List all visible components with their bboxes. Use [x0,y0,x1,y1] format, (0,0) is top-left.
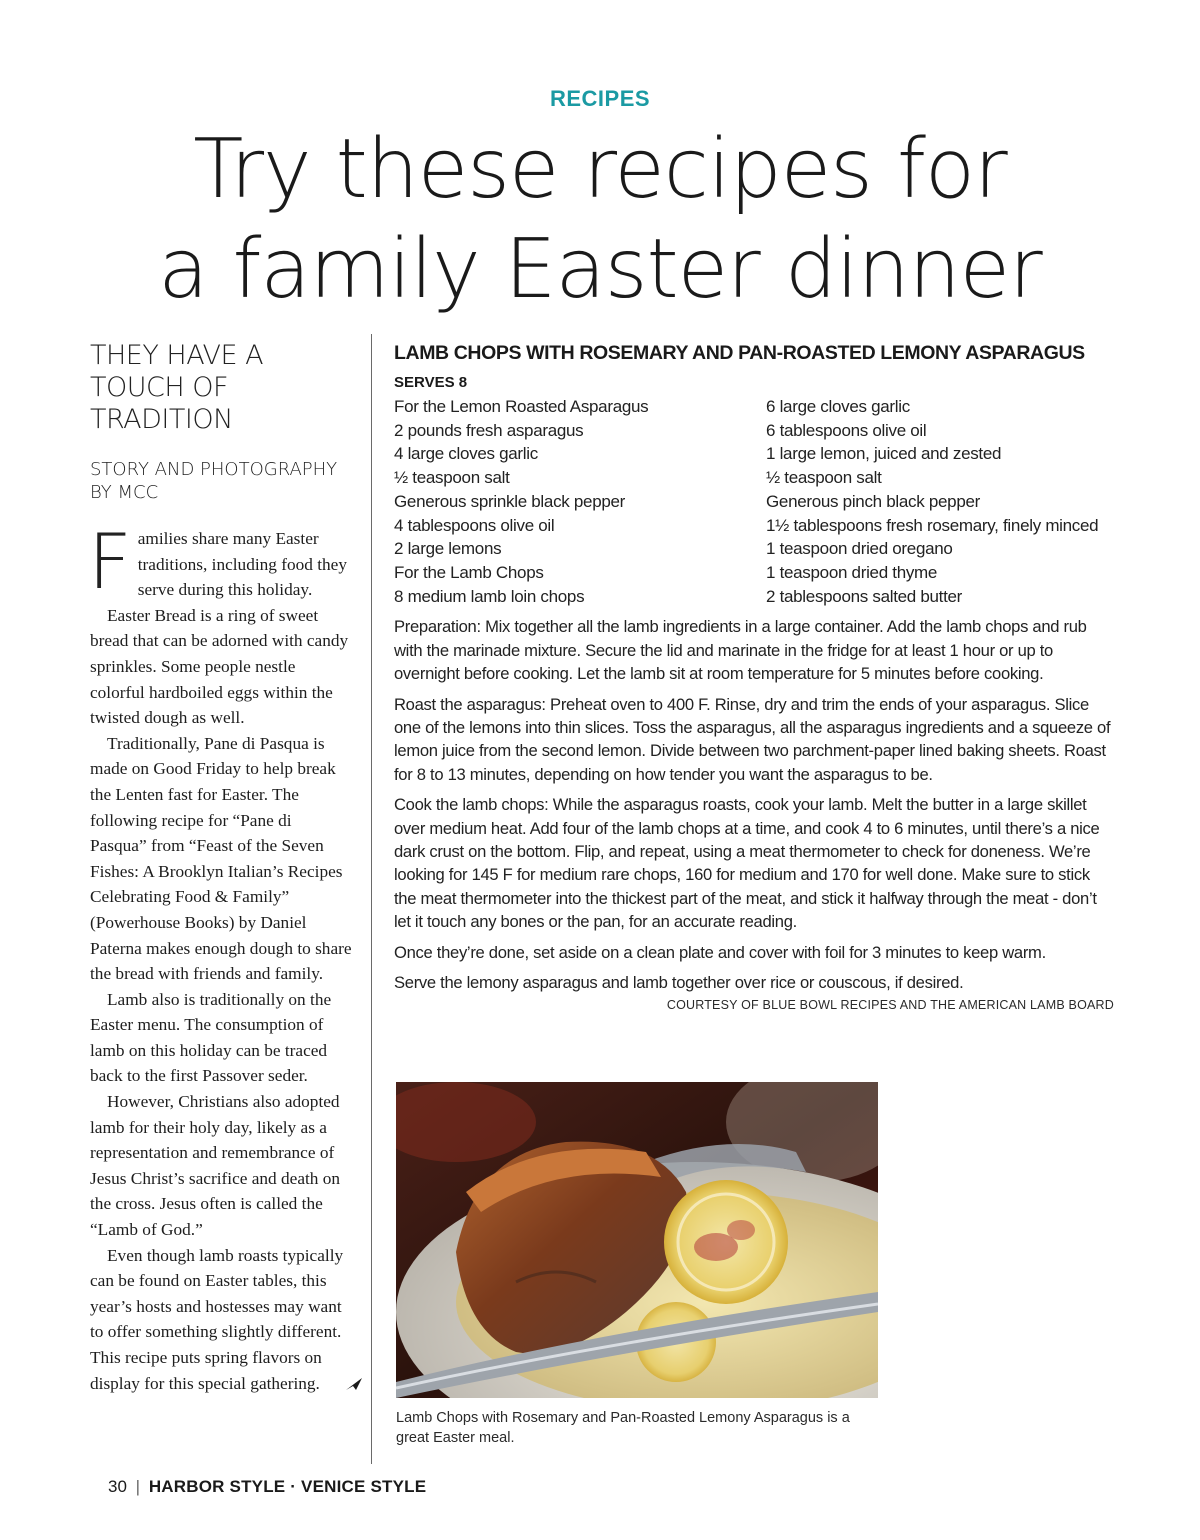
recipe-serves: SERVES 8 [394,374,468,391]
ingredient-item: ½ teaspoon salt [394,468,510,488]
recipe-credit: COURTESY OF BLUE BOWL RECIPES AND THE AMERICAN LAMB BOARD [666,998,1114,1013]
story-paragraph-1-text: amilies share many Easter traditions, including food they serve during this holiday. [137,529,347,600]
story-paragraph-3: Traditionally, Pane di Pasqua is made on Good Friday to help break the Lenten fast for Easter. The following recipe for “Pane di Pasqua” from “Feast of the Seven Fishes: A Brooklyn Italian’s Recipes Celebrating Food & Family” (Powerhouse Books) by Daniel Paterna makes enough dough to share the bread with friends and family. [90,733,352,984]
story-paragraph-6-text: Even though lamb roasts typically can be found on Easter tables, this year’s hosts and hostesses may want to offer something slightly different. This recipe puts spring flavors on display for this special gathering. [90,1245,344,1393]
ingredient-item: For the Lamb Chops [394,562,544,582]
ingredients-right-column [766,395,1098,608]
headline-line-1: Try these recipes for [193,122,1007,217]
recipe-section [394,340,1114,1012]
recipe-step-rest: Once they’re done, set aside on a clean plate and cover with foil for 3 minutes to keep warm. [394,942,1046,962]
story-body [88,517,352,1396]
ingredient-item: Generous sprinkle black pepper [394,491,626,511]
section-label: RECIPES [549,86,651,111]
recipe-step-cook-lamb: Cook the lamb chops: While the asparagus roasts, cook your lamb. Melt the butter in a large skillet over medium heat. Add four of the lamb chops at a time, and cook 4 to 6 minutes, until there’s a nice dark crust on the bottom. Flip, and repeat, using a meat thermometer to check for doneness. We’re looking for 145 F for medium rare chops, 160 for medium and 170 for well done. Make sure to stick the meat thermometer into the thickest part of the meat, and stick it halfway through the meat - don’t let it touch any bones or the pan, for an accurate reading. [394,795,1100,932]
recipe-title: LAMB CHOPS WITH ROSEMARY AND PAN-ROASTED LEMONY ASPARAGUS [394,342,1085,364]
food-photo [396,1082,878,1398]
ingredient-item: 6 large cloves garlic [766,397,910,416]
headline-line-2: a family Easter dinner [158,222,1042,317]
story-paragraph-5: However, Christians also adopted lamb for their holy day, likely as a representation and remembrance of Jesus Christ’s sacrifice and death on the cross. Jesus often is called the “Lamb of God.” [90,1092,341,1240]
ingredient-item: ½ teaspoon salt [766,468,882,488]
subhead: THEY HAVE A TOUCH OF TRADITION [90,340,264,435]
recipe-step-serve: Serve the lemony asparagus and lamb together over rice or couscous, if desired. [394,973,964,993]
story-paragraph-1 [88,517,352,606]
ingredient-item: 4 tablespoons olive oil [394,515,555,535]
drop-cap: F [88,517,132,606]
ingredient-item: 1 large lemon, juiced and zested [766,444,1002,464]
story-sidebar [90,340,352,1396]
byline: STORY AND PHOTOGRAPHY BY MCC [90,459,338,503]
story-paragraph-4: Lamb also is traditionally on the Easter menu. The consumption of lamb on this holiday can be traced back to the first Passover seder. [90,989,332,1086]
end-of-story-bird-icon [328,1373,346,1387]
story-paragraph-6 [90,1243,352,1397]
ingredient-item: 8 medium lamb loin chops [394,586,585,606]
ingredient-item: Generous pinch black pepper [766,491,980,511]
recipe-step-roast-asparagus: Roast the asparagus: Preheat oven to 400 F. Rinse, dry and trim the ends of your asparagus. Slice one of the lemons into thin slices. Toss the asparagus, all the asparagus ingredients and a squeeze of lemon juice from the second lemon. Divide between two parchment-paper lined baking sheets. Roast for 8 to 13 minutes, depending on how tender you want the asparagus to be. [394,694,1111,784]
ingredients [394,395,1114,608]
column-divider [371,334,372,1464]
ingredients-left-column [394,395,766,608]
page-number: 30 [108,1477,127,1496]
ingredient-item: 2 pounds fresh asparagus [394,420,584,440]
ingredient-item: 4 large cloves garlic [394,444,538,464]
ingredient-item: 2 tablespoons salted butter [766,586,963,606]
headline [0,120,1200,320]
story-paragraph-2: Easter Bread is a ring of sweet bread that can be adorned with candy sprinkles. Some people nestle colorful hardboiled eggs within the twisted dough as well. [90,605,349,728]
publication-name: HARBOR STYLE · VENICE STYLE [148,1477,427,1496]
ingredient-item: 1 teaspoon dried oregano [766,539,953,559]
page-footer [108,1477,426,1497]
ingredient-item: 1½ tablespoons fresh rosemary, finely minced [766,515,1099,535]
ingredient-item: 2 large lemons [394,539,502,559]
ingredient-item: 1 teaspoon dried thyme [766,562,938,582]
footer-separator: | [135,1477,141,1496]
ingredient-item: For the Lemon Roasted Asparagus [394,397,649,416]
recipe-step-preparation: Preparation: Mix together all the lamb ingredients in a large container. Add the lamb chops and rub with the marinade mixture. Secure the lid and marinate in the fridge for at least 1 hour or up to overnight before cooking. Let the lamb sit at room temperature for 5 minutes before cooking. [394,617,1087,684]
photo-caption: Lamb Chops with Rosemary and Pan-Roasted Lemony Asparagus is a great Easter meal. [396,1410,850,1446]
ingredient-item: 6 tablespoons olive oil [766,420,927,440]
